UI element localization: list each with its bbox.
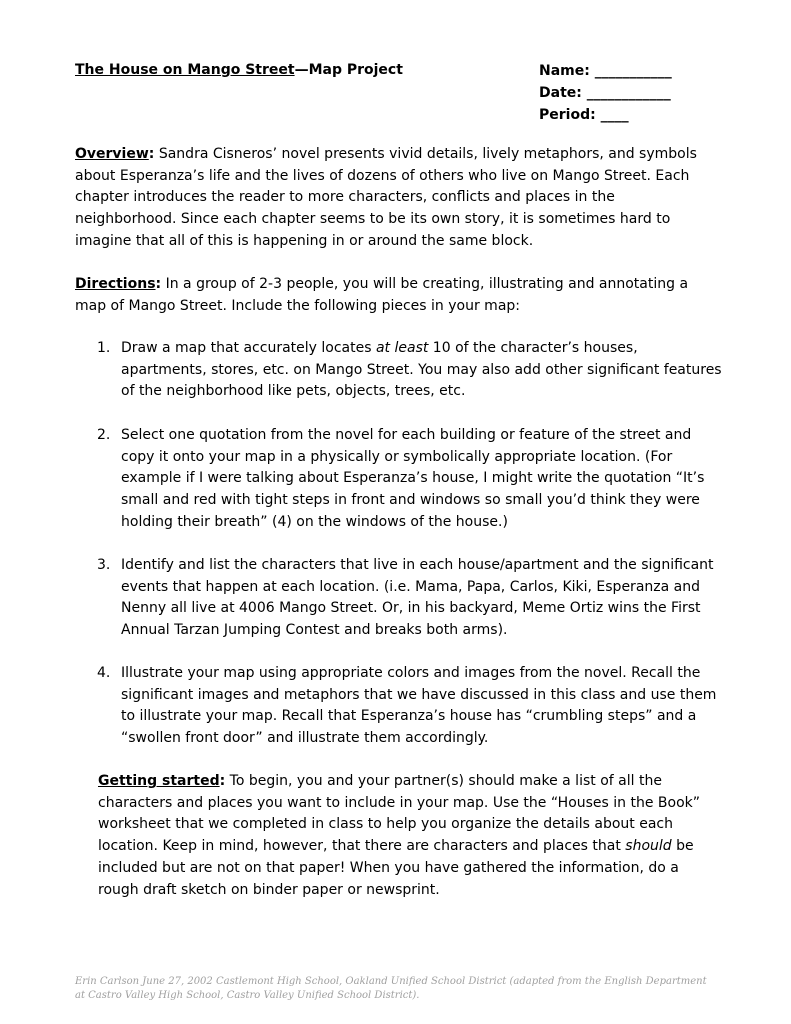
- list-item-number: 1.: [97, 340, 111, 356]
- list-item-number: 3.: [97, 557, 111, 573]
- list-item: [97, 663, 727, 750]
- title-suffix: —Map Project: [294, 62, 403, 78]
- overview-colon: :: [148, 146, 155, 162]
- list-item-text: Illustrate your map using appropriate colors and images from the novel. Recall the significant images and metaphors that we have discussed in this class and use them to illustrate your map. Recall that Esperanza’s house has “crumbling steps” and a “swollen front door” and illustrate them accordingly.: [121, 665, 717, 747]
- directions-paragraph: [75, 274, 720, 317]
- list-item-text: Identify and list the characters that live in each house/apartment and the significant events that happen at each location. (i.e. Mama, Papa, Carlos, Kiki, Esperanza and Nenny all live at 4006 Mango Street. Or, in his backyard, Meme Ortiz wins the First Annual Tarzan Jumping Contest and breaks both arms).: [121, 557, 714, 639]
- list-item-number: 2.: [97, 427, 111, 443]
- overview-heading: Overview: [75, 146, 149, 162]
- date-field: Date: ____________: [539, 85, 671, 101]
- overview-text: Sandra Cisneros’ novel presents vivid details, lively metaphors, and symbols about Esperanza’s life and the lives of dozens of others who live on Mango Street. Each chapter introduces the reader to more characters, conflicts and places in the neighborhood. Since each chapter seems to be its own story, it is sometimes hard to imagine that all of this is happening in or around the same block.: [75, 146, 697, 249]
- directions-heading: Directions: [75, 276, 156, 292]
- getting-started-emphasis: should: [625, 838, 672, 855]
- getting-started-text: be included but are not on that paper! When you have gathered the information, do a rough draft sketch on binder paper or newsprint.: [98, 838, 694, 898]
- book-title: The House on Mango Street: [75, 62, 295, 78]
- list-item-text: 10 of the character’s houses, apartments, stores, etc. on Mango Street. You may also add other significant features of the neighborhood like pets, objects, trees, etc.: [121, 340, 722, 400]
- getting-started-paragraph: [98, 771, 723, 901]
- directions-text: In a group of 2-3 people, you will be creating, illustrating and annotating a map of Mango Street. Include the following pieces in your map:: [75, 276, 689, 314]
- getting-started-text: To begin, you and your partner(s) should make a list of all the characters and places you want to include in your map. Use the “Houses in the Book” worksheet that we completed in class to help you organize the details about each location. Keep in mind, however, that there are characters and places that: [98, 773, 701, 855]
- getting-started-colon: :: [219, 773, 226, 789]
- list-item-text: Select one quotation from the novel for each building or feature of the street and copy it onto your map in a physically or symbolically appropriate location. (For example if I were talking about Esperanza’s house, I might write the quotation “It’s small and red with tight steps in front and windows so small you’d think they were holding their breath” (4) on the windows of the house.): [121, 427, 705, 530]
- overview-paragraph: [75, 144, 720, 253]
- footer-credit: Erin Carlson June 27, 2002 Castlemont High School, Oakland Unified School District (adapted from the English Department at Castro Valley High School, Castro Valley Unified School District).: [75, 976, 707, 1001]
- period-field: Period: ____: [539, 107, 629, 123]
- student-info-fields: [539, 60, 672, 126]
- document-title: [75, 60, 403, 80]
- list-item: [97, 555, 727, 642]
- list-item: [97, 425, 727, 534]
- getting-started-heading: Getting started: [98, 773, 220, 789]
- list-item-text: Draw a map that accurately locates: [121, 340, 376, 356]
- name-field: Name: ___________: [539, 63, 672, 79]
- list-item-number: 4.: [97, 665, 111, 681]
- list-item-emphasis: at least: [375, 340, 429, 356]
- directions-colon: :: [155, 276, 162, 292]
- list-item: [97, 338, 727, 403]
